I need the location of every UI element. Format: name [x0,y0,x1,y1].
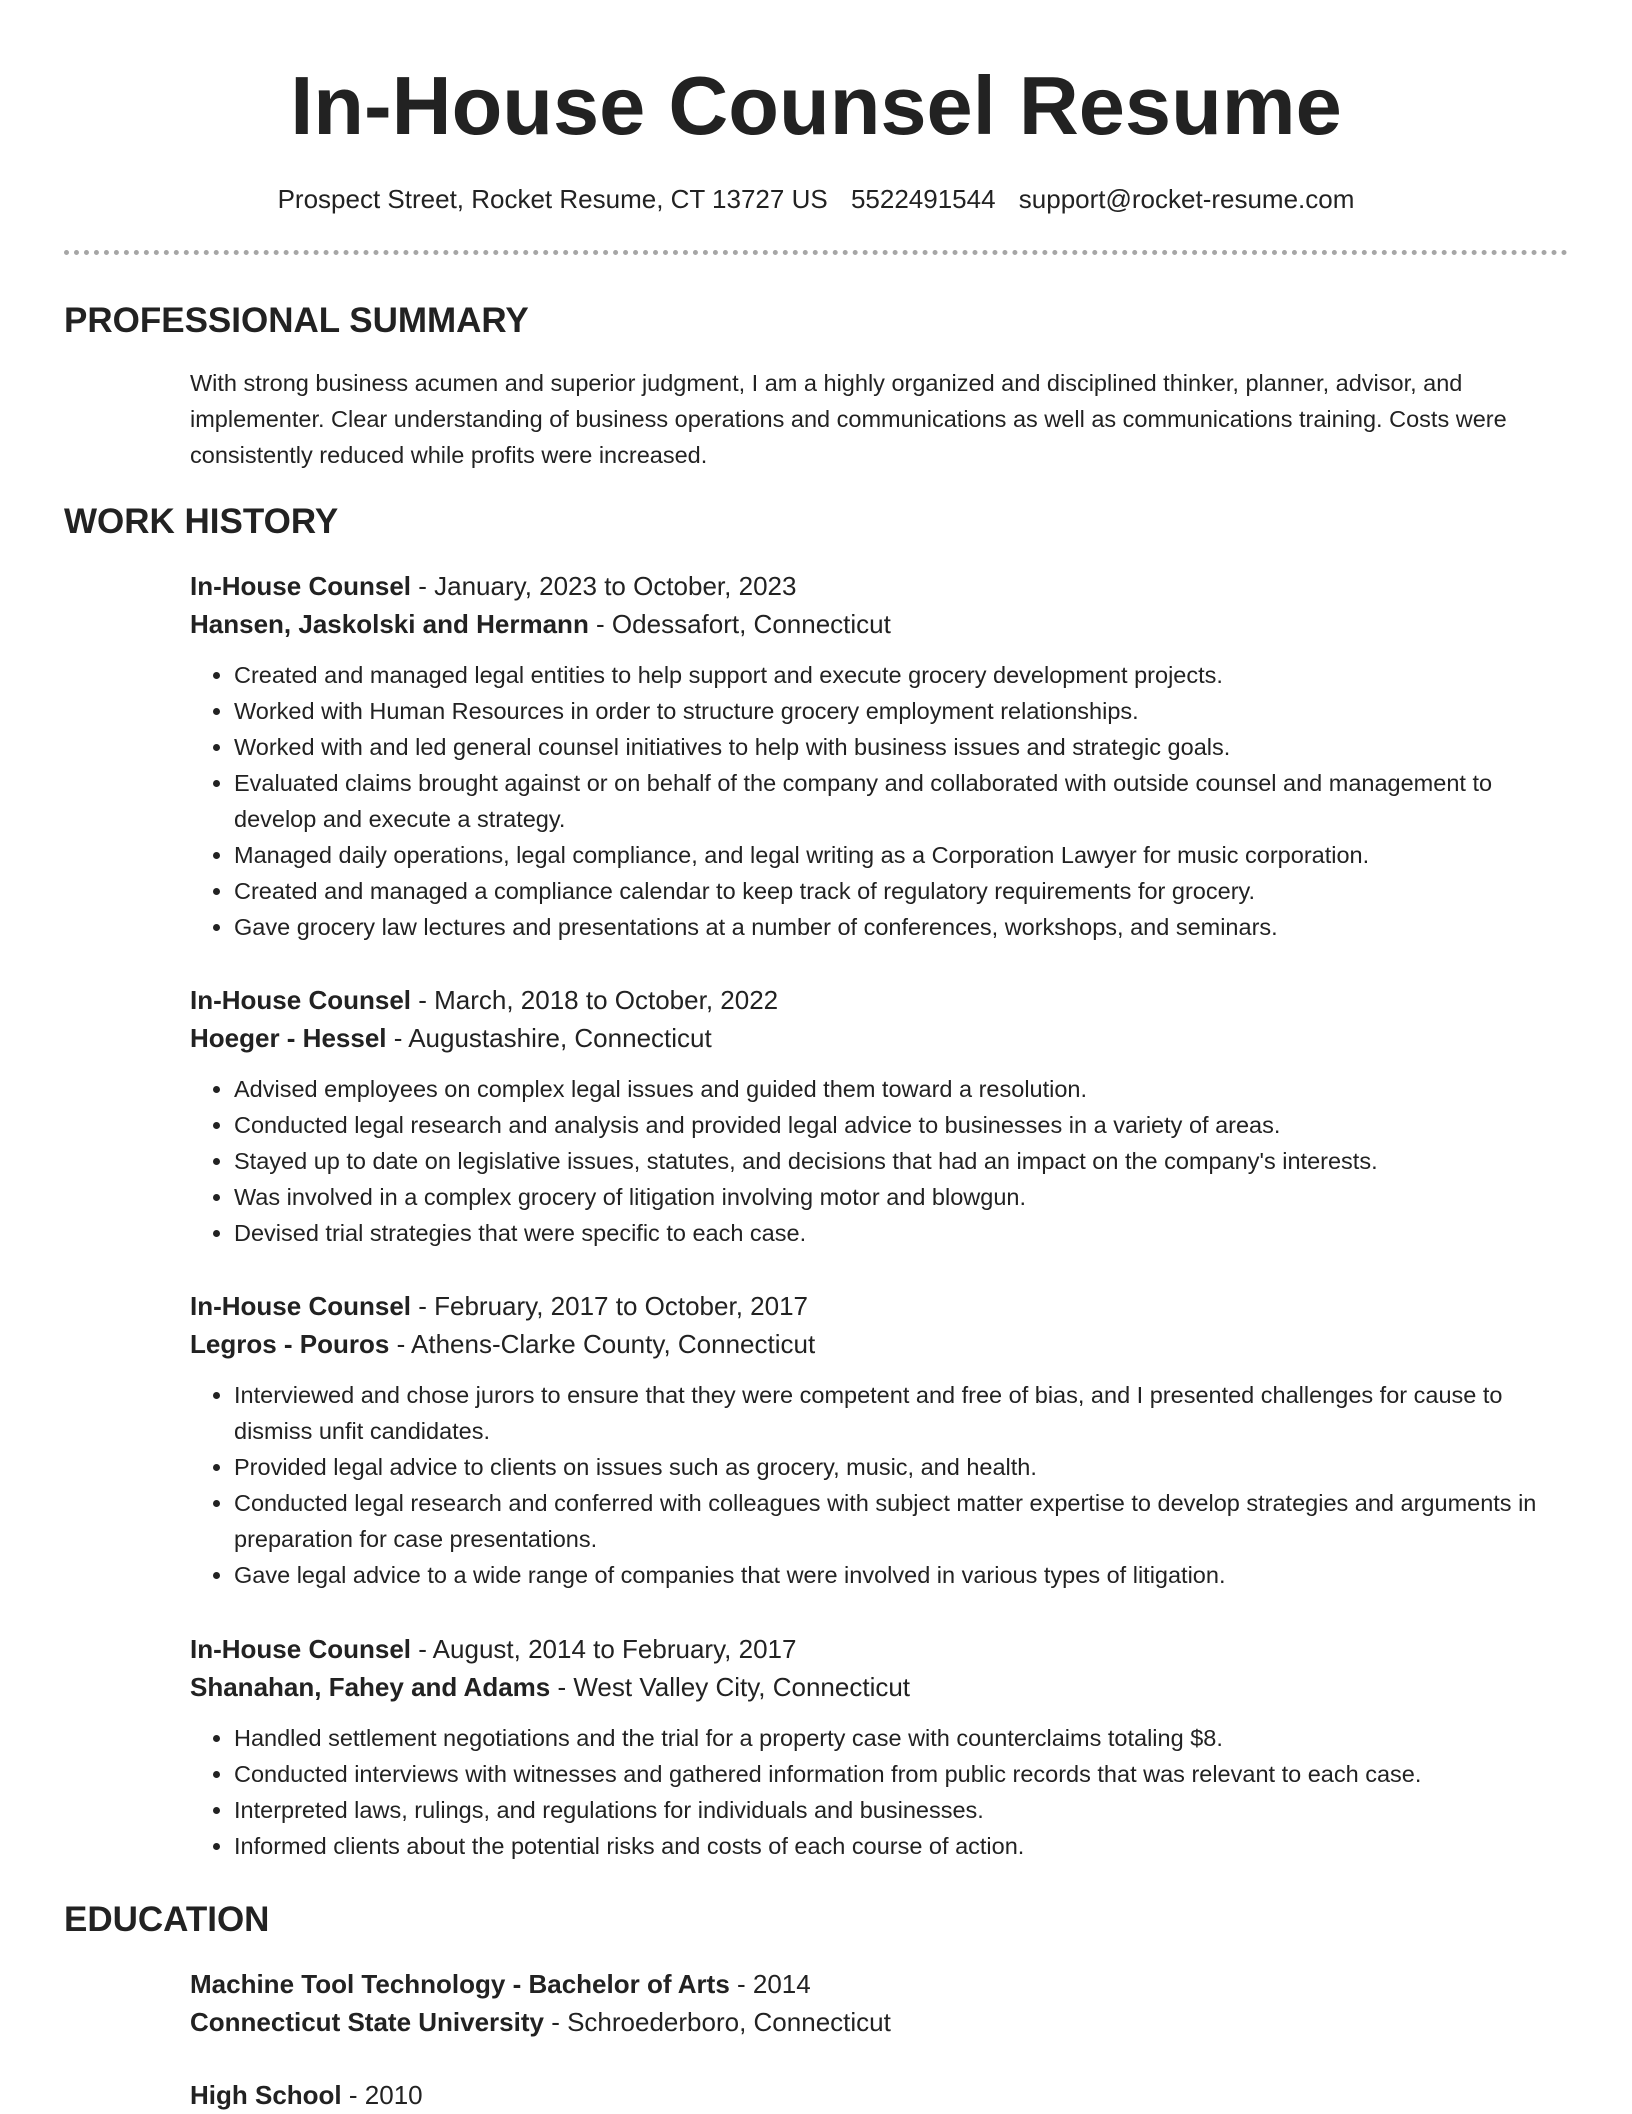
job-bullet: • Evaluated claims brought against or on behalf of the company and collaborated with outside counsel and management to develop and execute a strategy. [234,765,1560,837]
job-bullet: • Devised trial strategies that were specific to each case. [234,1215,1560,1251]
education-school: Connecticut State University [190,2007,544,2037]
job-location: - Odessafort, Connecticut [588,609,891,639]
job-bullet: • Gave grocery law lectures and presentations at a number of conferences, workshops, and seminars. [234,909,1560,945]
job-title: In-House Counsel [190,571,412,601]
job-entry [190,981,1560,1251]
job-title-line [190,567,1560,605]
education-entry [190,2076,1560,2114]
job-company: Hoeger - Hessel [190,1023,387,1053]
education-school-line [190,2003,1560,2041]
job-bullet: • Conducted legal research and conferred with colleagues with subject matter expertise to develop strategies and arguments in preparation for case presentations. [234,1485,1560,1557]
job-dates: - February, 2017 to October, 2017 [411,1291,808,1321]
job-title-line [190,1630,1560,1668]
job-bullets [190,1377,1560,1593]
job-dates: - January, 2023 to October, 2023 [411,571,797,601]
job-title: In-House Counsel [190,1291,412,1321]
contact-phone: 5522491544 [850,184,996,214]
education-location: - Schroederboro, Connecticut [543,2007,891,2037]
job-company-line [190,1668,1560,1706]
job-company: Legros - Pouros [190,1329,390,1359]
job-bullet: • Handled settlement negotiations and the trial for a property case with counterclaims totaling $8. [234,1720,1560,1756]
job-bullet: • Worked with and led general counsel initiatives to help with business issues and strategic goals. [234,729,1560,765]
work-history-heading: WORK HISTORY [64,502,339,541]
job-bullet: • Informed clients about the potential risks and costs of each course of action. [234,1828,1560,1864]
education-heading: EDUCATION [64,1900,270,1939]
job-entry [190,1287,1560,1593]
job-title-line [190,1287,1560,1325]
job-title: In-House Counsel [190,1634,412,1664]
education-degree-line [190,2076,1560,2114]
job-bullet: • Conducted interviews with witnesses and gathered information from public records that was relevant to each case. [234,1756,1560,1792]
job-title-line [190,981,1560,1019]
job-bullets [190,657,1560,945]
contact-line [0,181,1632,217]
job-bullet: • Interviewed and chose jurors to ensure that they were competent and free of bias, and I presented challenges for cause to dismiss unfit candidates. [234,1377,1560,1449]
job-dates: - March, 2018 to October, 2022 [411,985,779,1015]
summary-text: With strong business acumen and superior judgment, I am a highly organized and disciplined thinker, planner, advisor, and implementer. Clear understanding of business operations and communications as well as communications training. Costs were consistently reduced while profits were increased. [190,370,1507,468]
job-location: - West Valley City, Connecticut [550,1672,911,1702]
job-location: - Augustashire, Connecticut [386,1023,712,1053]
contact-address: Prospect Street, Rocket Resume, CT 13727 US [277,184,828,214]
job-company: Shanahan, Fahey and Adams [190,1672,551,1702]
education-degree: High School [190,2080,342,2110]
job-bullet: • Conducted legal research and analysis and provided legal advice to businesses in a variety of areas. [234,1107,1560,1143]
job-company-line [190,605,1560,643]
job-bullet: • Stayed up to date on legislative issues, statutes, and decisions that had an impact on the company's interests. [234,1143,1560,1179]
job-dates: - August, 2014 to February, 2017 [411,1634,797,1664]
job-bullets [190,1071,1560,1251]
job-entry [190,1630,1560,1864]
education-entry [190,1965,1560,2041]
resume-title: In-House Counsel Resume [290,59,1342,152]
job-bullet: • Managed daily operations, legal compliance, and legal writing as a Corporation Lawyer for music corporation. [234,837,1560,873]
job-bullet: • Advised employees on complex legal issues and guided them toward a resolution. [234,1071,1560,1107]
job-company: Hansen, Jaskolski and Hermann [190,609,589,639]
contact-email: support@rocket-resume.com [1018,184,1355,214]
job-bullet: • Provided legal advice to clients on issues such as grocery, music, and health. [234,1449,1560,1485]
job-bullet: • Gave legal advice to a wide range of companies that were involved in various types of litigation. [234,1557,1560,1593]
job-location: - Athens-Clarke County, Connecticut [389,1329,816,1359]
summary-heading: PROFESSIONAL SUMMARY [64,301,529,340]
job-bullet: • Created and managed legal entities to help support and execute grocery development projects. [234,657,1560,693]
job-company-line [190,1325,1560,1363]
education-degree: Machine Tool Technology - Bachelor of Arts [190,1969,730,1999]
education-degree-line [190,1965,1560,2003]
job-title: In-House Counsel [190,985,412,1015]
education-year: - 2014 [729,1969,811,1999]
job-bullet: • Created and managed a compliance calendar to keep track of regulatory requirements for grocery. [234,873,1560,909]
header-divider [64,250,1568,255]
job-bullet: • Interpreted laws, rulings, and regulations for individuals and businesses. [234,1792,1560,1828]
job-entry [190,567,1560,945]
job-bullet: • Worked with Human Resources in order to structure grocery employment relationships. [234,693,1560,729]
job-bullets [190,1720,1560,1864]
job-bullet: • Was involved in a complex grocery of litigation involving motor and blowgun. [234,1179,1560,1215]
job-company-line [190,1019,1560,1057]
education-year: - 2010 [341,2080,423,2110]
